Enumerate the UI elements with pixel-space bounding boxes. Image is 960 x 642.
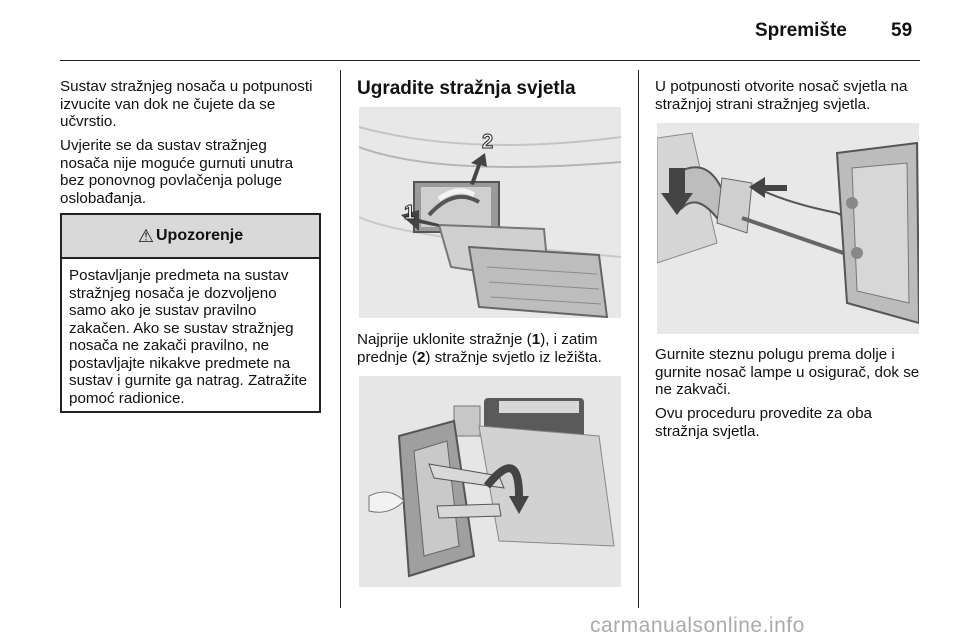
figure-taillight-removal	[359, 107, 621, 318]
warning-body: Postavljanje predmeta na sustav stražnjeg nosača je dozvoljeno samo ako je sustav pravilno zakačen. Ako se sustav stražnjeg nosača ne zakači pravilno, ne postavljajte nikakve predmete na sustav i gurnite ga natrag. Zatražite pomoć radionice.	[69, 267, 308, 407]
page-number: 59	[891, 20, 913, 41]
caption-number-2: 2	[416, 348, 426, 366]
figure-caption	[357, 331, 627, 366]
warning-title: Upozorenje	[156, 227, 244, 244]
section-heading: Ugradite stražnja svjetla	[357, 78, 576, 99]
col3-paragraph-1: U potpunosti otvorite nosač svjetla na stražnjoj strani stražnjeg svjetla.	[655, 78, 908, 113]
header-rule	[60, 60, 920, 61]
lamp-holder-illustration	[359, 376, 621, 587]
warning-box	[60, 213, 321, 413]
warning-icon: ⚠	[137, 225, 154, 247]
caption-number-1: 1	[531, 331, 541, 348]
column-divider-1	[340, 70, 341, 608]
col3-paragraph-2: Gurnite steznu polugu prema dolje i gurnite nosač lampe u osigurač, dok se ne zakvači.	[655, 346, 920, 398]
column-divider-2	[638, 70, 639, 608]
page-header-title: Spremište	[755, 20, 847, 41]
lamp-clip-illustration	[657, 123, 919, 334]
caption-text-1: Najprije uklonite stražnje (	[357, 331, 532, 348]
callout-1: 1	[404, 202, 416, 224]
col1-paragraph-2: Uvjerite se da sustav stražnjeg nosača nije moguće gurnuti unutra bez ponovnog povlačenja poluge oslobađanja.	[60, 137, 294, 207]
col1-paragraph-1: Sustav stražnjeg nosača u potpunosti izvucite van dok ne čujete da se učvrstio.	[60, 78, 313, 130]
warning-header	[62, 215, 319, 259]
figure-lamp-holder	[359, 376, 621, 587]
caption-text-2: ), i zatim prednje (	[357, 331, 598, 366]
caption-text-3: ) stražnje svjetlo iz ležišta.	[425, 348, 602, 366]
col3-paragraph-3: Ovu proceduru provedite za oba stražnja svjetla.	[655, 405, 872, 440]
callout-2: 2	[482, 131, 494, 153]
footer-watermark: carmanualsonline.info	[590, 614, 805, 637]
figure-lamp-clip	[657, 123, 919, 334]
